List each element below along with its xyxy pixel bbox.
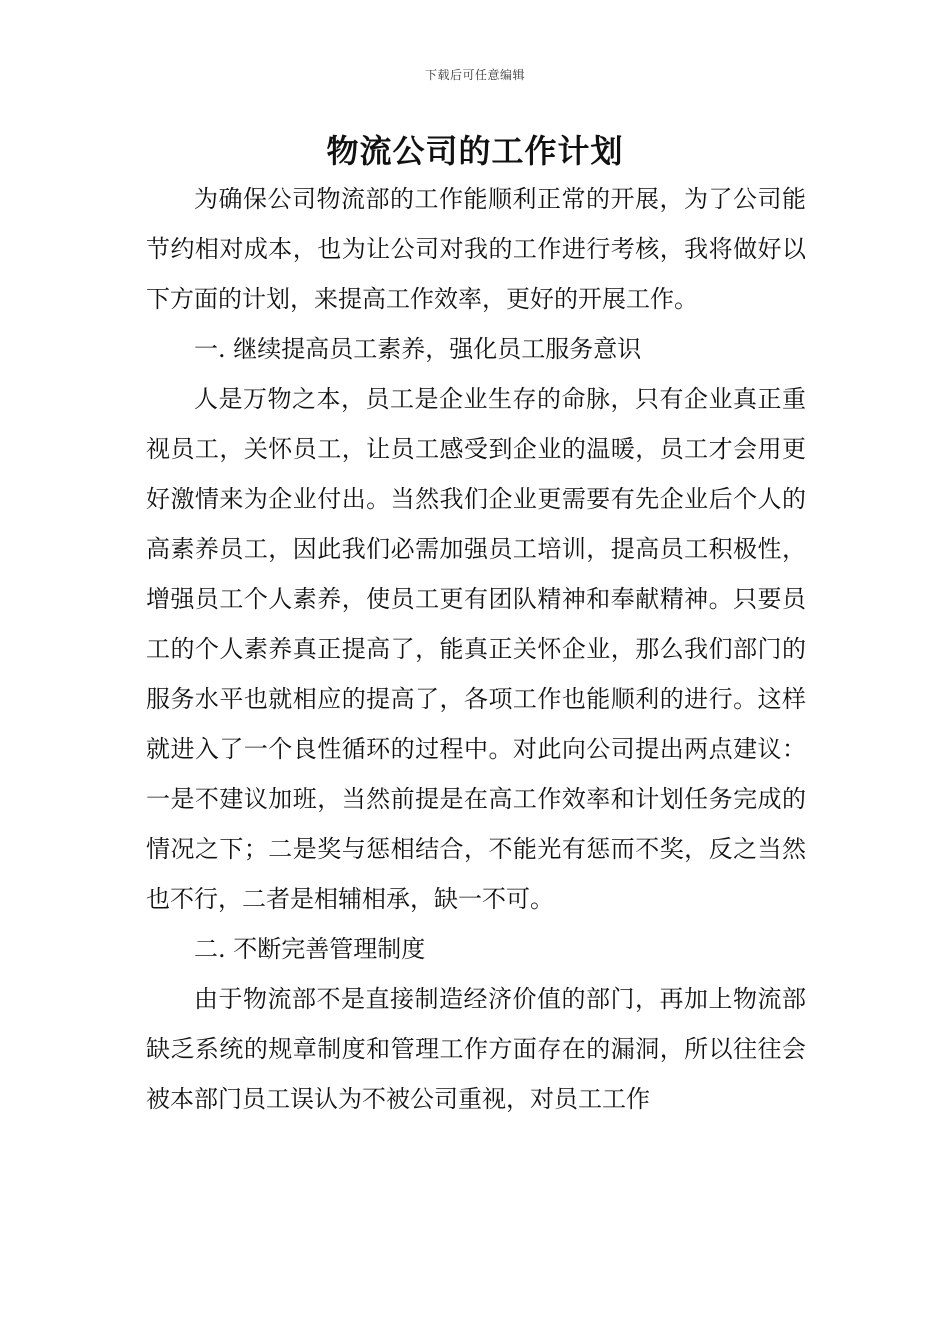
intro-paragraph: 为确保公司物流部的工作能顺利正常的开展，为了公司能节约相对成本，也为让公司对我的工作进行考核，我将做好以下方面的计划，来提高工作效率，更好的开展工作。 <box>146 185 806 313</box>
header-note: 下载后可任意编辑 <box>424 68 525 82</box>
section-heading-2: 二. 不断完善管理制度 <box>194 935 426 963</box>
section-2-paragraph: 由于物流部不是直接制造经济价值的部门，再加上物流部缺乏系统的规章制度和管理工作方面存在的漏洞，所以往往会被本部门员工误认为不被公司重视，对员工工作 <box>146 985 806 1113</box>
document-title: 物流公司的工作计划 <box>326 132 624 170</box>
document-body <box>146 174 806 1124</box>
section-heading-1: 一. 继续提高员工素养，强化员工服务意识 <box>194 335 642 363</box>
section-1-paragraph: 人是万物之本，员工是企业生存的命脉，只有企业真正重视员工，关怀员工，让员工感受到企业的温暖，员工才会用更好激情来为企业付出。当然我们企业更需要有先企业后个人的高素养员工，因此我们必需加强员工培训，提高员工积极性，增强员工个人素养，使员工更有团队精神和奉献精神。只要员工的个人素养真正提高了，能真正关怀企业，那么我们部门的服务水平也就相应的提高了，各项工作也能顺利的进行。这样就进入了一个良性循环的过程中。对此向公司提出两点建议：一是不建议加班，当然前提是在高工作效率和计划任务完成的情况之下；二是奖与惩相结合，不能光有惩而不奖，反之当然也不行，二者是相辅相承，缺一不可。 <box>146 385 806 913</box>
